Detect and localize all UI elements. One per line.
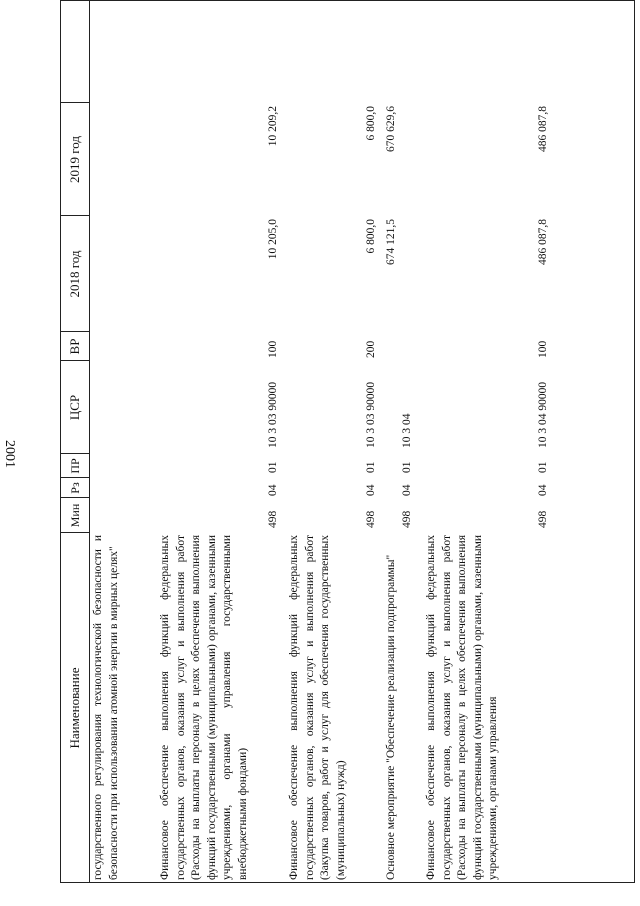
page-number: 2001: [2, 439, 17, 468]
row-pr: 01: [401, 461, 413, 473]
row-2019: 6 800,0: [365, 106, 377, 141]
table-border-right: [60, 0, 635, 1]
budget-table: [60, 0, 635, 883]
row-csr: 10 3 03 90000: [365, 381, 377, 448]
row-min: 498: [267, 510, 279, 528]
row-name: Финансовое обеспечение выполнения функций федеральных государственных органов, оказания услуг и выполнения работ (Расходы на выплаты персоналу в целях обеспечения выполнения функций государственными (муниципальными) органами, казенными учреждениями, органами управления: [425, 535, 499, 880]
header-rz: Рз: [67, 482, 82, 494]
row-name: Финансовое обеспечение выполнения функций федеральных государственных органов, оказания услуг и выполнения работ (Закупка товаров, работ и услуг для обеспечения государственных (муниципальных) нужд): [288, 535, 347, 880]
row-vr: 100: [267, 340, 279, 358]
row-csr: 10 3 04: [401, 413, 413, 448]
rotated-page: [60, 0, 635, 905]
row-rz: 04: [537, 484, 549, 496]
table-border-left: [60, 882, 635, 883]
row-name: Основное мероприятие "Обеспечение реализации подпрограммы": [385, 554, 397, 880]
row-rz: 04: [267, 484, 279, 496]
row-min: 498: [401, 510, 413, 528]
row-vr: 200: [365, 340, 377, 358]
row-vr: 100: [537, 340, 549, 358]
row-2019: 10 209,2: [267, 106, 279, 147]
header-vr: ВР: [67, 338, 82, 355]
header-2018: 2018 год: [67, 250, 82, 298]
row-csr: 10 3 03 90000: [267, 381, 279, 448]
row-rz: 04: [365, 484, 377, 496]
row-2018: 486 087,8: [537, 219, 549, 265]
row-pr: 01: [365, 461, 377, 473]
header-csr: ЦСР: [67, 394, 82, 421]
row-2018: 6 800,0: [365, 219, 377, 254]
row-2019: 670 629,6: [385, 106, 397, 152]
row-2018: 674 121,5: [385, 219, 397, 265]
row-2018: 10 205,0: [267, 219, 279, 260]
row-name: государственного регулирования технологической безопасности и безопасности при использовании атомной энергии в мирных целях": [92, 535, 120, 880]
header-2019: 2019 год: [67, 136, 82, 183]
header-pr: ПР: [67, 458, 82, 474]
row-csr: 10 3 04 90000: [537, 381, 549, 448]
row-min: 498: [537, 510, 549, 528]
row-min: 498: [365, 510, 377, 528]
row-2019: 486 087,8: [537, 106, 549, 152]
row-name: Финансовое обеспечение выполнения функций федеральных государственных органов, оказания услуг и выполнения работ (Расходы на выплаты персоналу в целях обеспечения выполнения функций государственными (муниципальными) органами, казенными учреждениями, органами управления государственными внебюджетными фондами): [159, 535, 249, 880]
row-pr: 01: [267, 461, 279, 473]
header-name: Наименование: [67, 667, 82, 749]
row-pr: 01: [537, 461, 549, 473]
header-min: Мин: [67, 503, 82, 528]
row-rz: 04: [401, 484, 413, 496]
